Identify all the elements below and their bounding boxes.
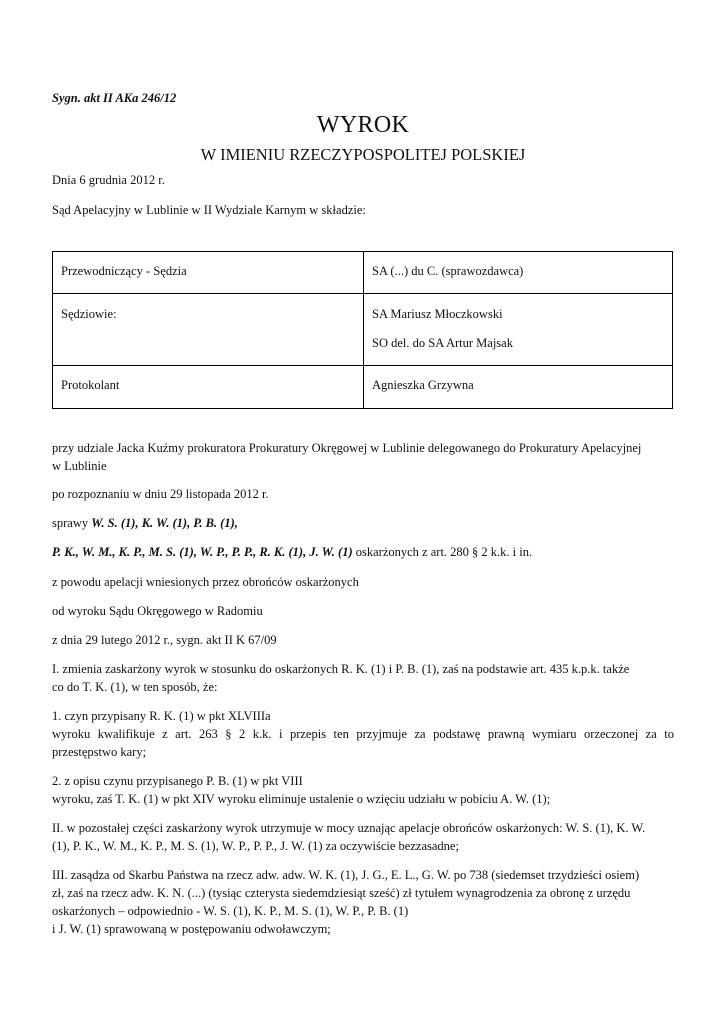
from-verdict-line: od wyroku Sądu Okręgowego w Radomiu xyxy=(52,604,263,618)
subpoint-two: 2. z opisu czynu przypisanego P. B. (1) w pkt VIII xyxy=(52,774,303,788)
point-one: I. zmienia zaskarżony wyrok w stosunku do oskarżonych R. K. (1) i P. B. (1), zaś na podstawie art. 435 k.p.k. także xyxy=(52,662,630,676)
names-cell xyxy=(364,294,673,366)
defendant-names: W. S. (1), K. W. (1), P. B. (1), xyxy=(91,516,238,530)
point-three-cont: zł, zaś na rzecz adw. K. N. (...) (tysiąc czterysta siedemdziesiąt sześć) zł tytułem wynagrodzenia za obronę z urzędu xyxy=(52,886,631,900)
charge-text: oskarżonych z art. 280 § 2 k.k. i in. xyxy=(352,545,533,559)
case-prefix: sprawy xyxy=(52,516,92,530)
verdict-reference: z dnia 29 lutego 2012 r., sygn. akt II K 67/09 xyxy=(52,633,277,647)
role-label: Sędziowie: xyxy=(61,307,117,321)
prosecutor-line: przy udziale Jacka Kuźmy prokuratora Prokuratury Okręgowej w Lublinie delegowanego do Prokuratury Apelacyjnej xyxy=(52,441,642,455)
judge-name: SO del. do SA Artur Majsak xyxy=(372,336,513,350)
point-one-cont: co do T. K. (1), w ten sposób, że: xyxy=(52,680,218,694)
composition-table xyxy=(52,251,673,409)
role-label: Przewodniczący - Sędzia xyxy=(61,264,187,278)
hearing-date: po rozpoznaniu w dniu 29 listopada 2012 r. xyxy=(52,487,269,501)
composition-row xyxy=(53,294,673,366)
point-three-cont: oskarżonych – odpowiednio - W. S. (1), K. P., M. S. (1), W. P., P. B. (1) xyxy=(52,904,409,918)
clerk-name: Agnieszka Grzywna xyxy=(372,378,474,392)
judge-name: SA Mariusz Młoczkowski xyxy=(372,307,503,321)
names-cell xyxy=(364,366,673,409)
case-line xyxy=(52,543,674,561)
point-three-cont: i J. W. (1) sprawowaną w postępowaniu odwoławczym; xyxy=(52,922,331,936)
prosecutor-line: w Lublinie xyxy=(52,459,107,473)
point-two-cont: (1), P. K., W. M., K. P., M. S. (1), W. P., P. P., J. W. (1) za oczywiście bezzasadne; xyxy=(52,839,459,853)
verdict-date: Dnia 6 grudnia 2012 r. xyxy=(52,173,165,187)
point-three: III. zasądza od Skarbu Państwa na rzecz adw. adw. W. K. (1), J. G., E. L., G. W. po 738 (siedemset trzydzieści osiem) xyxy=(52,868,640,882)
case-signature: Sygn. akt II AKa 246/12 xyxy=(52,91,177,105)
role-cell xyxy=(53,252,364,294)
defendant-names: P. K., W. M., K. P., M. S. (1), W. P., P. P., R. K. (1), J. W. (1) xyxy=(52,545,353,559)
verdict-subtitle: W IMIENIU RZECZYPOSPOLITEJ POLSKIEJ xyxy=(200,145,526,164)
subpoint-one: 1. czyn przypisany R. K. (1) w pkt XLVIIIa xyxy=(52,709,271,723)
judge-name: SA (...) du C. (sprawozdawca) xyxy=(372,264,524,278)
subpoint-one-cont: przestępstwo kary; xyxy=(52,745,147,759)
appeal-line: z powodu apelacji wniesionych przez obrońców oskarżonych xyxy=(52,575,359,589)
role-cell xyxy=(53,366,364,409)
case-line xyxy=(52,514,674,532)
names-cell xyxy=(364,252,673,294)
composition-row xyxy=(53,366,673,409)
role-cell xyxy=(53,294,364,366)
subpoint-one-cont: wyroku kwalifikuje z art. 263 § 2 k.k. i przepis ten przyjmuje za podstawę prawną wymiaru orzeczonej za to xyxy=(52,727,674,741)
point-two: II. w pozostałej części zaskarżony wyrok utrzymuje w mocy uznając apelacje obrońców oskarżonych: W. S. (1), K. W. xyxy=(52,821,646,835)
role-label: Protokolant xyxy=(61,378,120,392)
subpoint-two-cont: wyroku, zaś T. K. (1) w pkt XIV wyroku eliminuje ustalenie o wzięciu udziału w pobiciu A. W. (1); xyxy=(52,792,551,806)
composition-row xyxy=(53,252,673,294)
verdict-title: WYROK xyxy=(316,112,410,138)
court-composition-intro: Sąd Apelacyjny w Lublinie w II Wydziale Karnym w składzie: xyxy=(52,203,366,217)
